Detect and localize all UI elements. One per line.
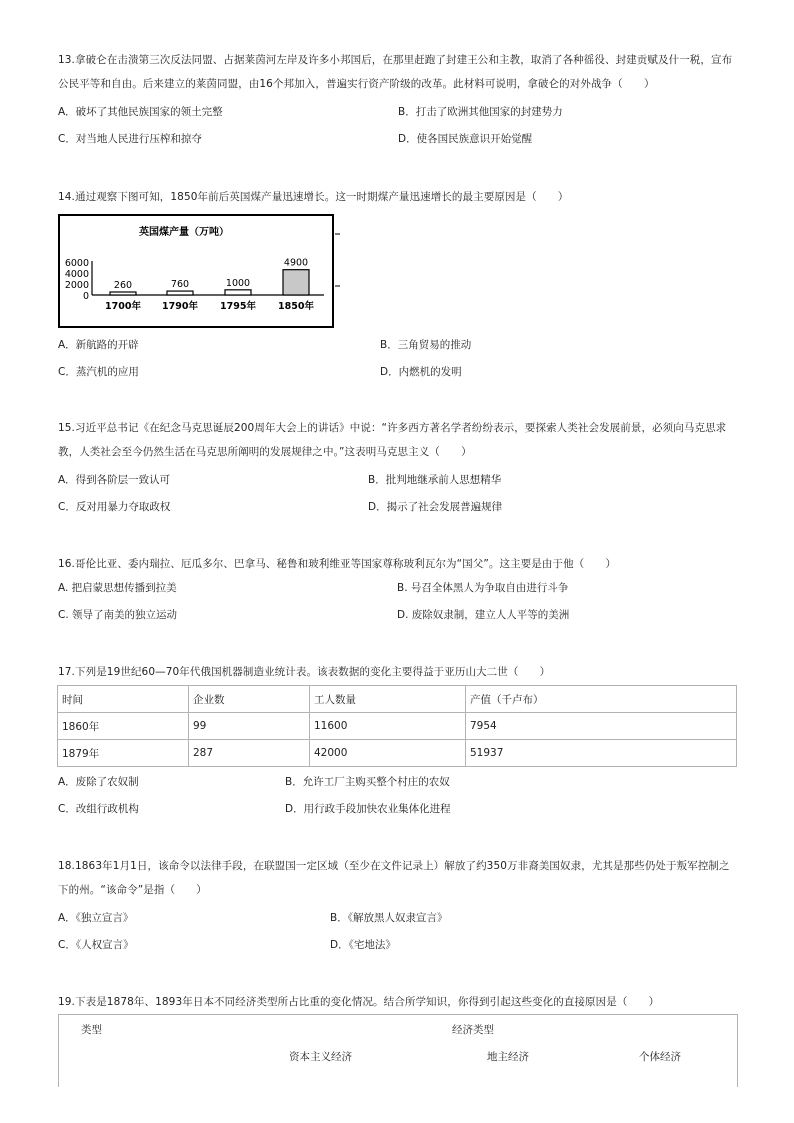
q19-col-header: 个体经济 (639, 1051, 681, 1063)
coal-chart-svg (58, 214, 340, 330)
coal-chart (58, 214, 340, 330)
q14-option-a[interactable]: A．新航路的开辟 (58, 339, 139, 351)
q17-table-row (58, 713, 737, 740)
q17-stem: 17.下列是19世纪60—70年代俄国机器制造业统计表。该表数据的变化主要得益于亚历山大二世（ ） (58, 666, 551, 678)
q17-cell: 51937 (466, 740, 737, 767)
q15-option-a[interactable]: A．得到各阶层一致认可 (58, 474, 171, 486)
q13-stem: 13.拿破仑在击溃第三次反法同盟、占据莱茵河左岸及许多小邦国后，在那里赶跑了封建王公和主教，取消了各种徭役、封建贡赋及什一税，宣布公民平等和自由。后来建立的莱茵同盟，由16个邦加入，普遍实行资产阶级的改革。此材料可说明，拿破仑的对外战争（ ） (58, 54, 733, 90)
q13-option-d[interactable]: D．使各国民族意识开始觉醒 (398, 133, 533, 145)
q17-cell: 7954 (466, 713, 737, 740)
q19-col-header: 资本主义经济 (289, 1051, 352, 1063)
q15-option-b[interactable]: B．批判地继承前人思想精华 (368, 474, 502, 486)
q14-stem: 14.通过观察下图可知，1850年前后英国煤产量迅速增长。这一时期煤产量迅速增长的最主要原因是（ ） (58, 191, 569, 203)
y-tick-label-6000: 6000 (64, 258, 89, 269)
q16-stem: 16.哥伦比亚、委内瑞拉、厄瓜多尔、巴拿马、秘鲁和玻利维亚等国家尊称玻利瓦尔为“国父”。这主要是由于他（ ） (58, 558, 617, 570)
q16-option-c[interactable]: C. 领导了南美的独立运动 (58, 609, 178, 621)
y-tick-label-0: 0 (82, 291, 89, 302)
y-tick-label-4000: 4000 (64, 269, 89, 280)
x-tick-label-1795年: 1795年 (220, 301, 256, 312)
q18-option-b[interactable]: B．《解放黑人奴隶宣言》 (330, 912, 448, 924)
q14-option-b[interactable]: B．三角贸易的推动 (380, 339, 472, 351)
q19-type-header: 类型 (81, 1024, 102, 1036)
q17-header-cell: 工人数量 (310, 686, 466, 713)
x-tick-label-1790年: 1790年 (162, 301, 198, 312)
q14-option-d[interactable]: D．内燃机的发明 (380, 366, 462, 378)
q13-option-c[interactable]: C．对当地人民进行压榨和掠夺 (58, 133, 202, 145)
q17-cell: 99 (189, 713, 310, 740)
q17-table-header-row (58, 686, 737, 713)
x-tick-label-1700年: 1700年 (105, 301, 141, 312)
q17-header-cell: 时间 (58, 686, 189, 713)
bar-1790年 (167, 291, 193, 295)
q13-option-a[interactable]: A．破坏了其他民族国家的领土完整 (58, 106, 223, 118)
bar-1700年 (110, 292, 136, 295)
q16-option-a[interactable]: A. 把启蒙思想传播到拉美 (58, 582, 177, 594)
q17-header-cell: 产值（千卢布） (466, 686, 737, 713)
data-label-1700年: 260 (113, 280, 133, 291)
q15-option-d[interactable]: D．揭示了社会发展普遍规律 (368, 501, 503, 513)
q18-option-c[interactable]: C．《人权宣言》 (58, 939, 134, 951)
q16-option-b[interactable]: B. 号召全体黑人为争取自由进行斗争 (397, 582, 569, 594)
data-label-1850年: 4900 (283, 257, 309, 269)
q19-stem: 19.下表是1878年、1893年日本不同经济类型所占比重的变化情况。结合所学知识，你得到引起这些变化的直接原因是（ ） (58, 996, 660, 1008)
x-tick-label-1850年: 1850年 (278, 301, 314, 312)
chart-title: 英国煤产量（万吨） (139, 227, 229, 238)
data-label-1795年: 1000 (225, 277, 251, 289)
q17-cell: 1860年 (58, 713, 189, 740)
q17-header-cell: 企业数 (189, 686, 310, 713)
q17-table (57, 685, 737, 767)
q18-option-a[interactable]: A．《独立宣言》 (58, 912, 134, 924)
q14-option-c[interactable]: C．蒸汽机的应用 (58, 366, 139, 378)
bar-1795年 (225, 290, 251, 295)
q17-cell: 11600 (310, 713, 466, 740)
q17-table-row (58, 740, 737, 767)
q18-stem: 18.1863年1月1日，该命令以法律手段，在联盟国一定区域（至少在文件记录上）解放了约350万非裔美国奴隶，尤其是那些仍处于叛军控制之下的州。“该命令”是指（ ） (58, 860, 730, 896)
y-tick-label-2000: 2000 (64, 280, 89, 291)
q17-cell: 287 (189, 740, 310, 767)
q17-cell: 42000 (310, 740, 466, 767)
q19-group-header: 经济类型 (452, 1024, 494, 1036)
q17-option-a[interactable]: A．废除了农奴制 (58, 776, 139, 788)
q17-option-c[interactable]: C．改组行政机构 (58, 803, 139, 815)
q15-stem: 15.习近平总书记《在纪念马克思诞辰200周年大会上的讲话》中说：“许多西方著名学者纷纷表示，要探索人类社会发展前景，必须向马克思求教，人类社会至今仍然生活在马克思所阐明的发展规律之中。”这表明马克思主义（ ） (58, 422, 727, 458)
q19-col-header: 地主经济 (487, 1051, 529, 1063)
q17-option-d[interactable]: D．用行政手段加快农业集体化进程 (285, 803, 451, 815)
q13-option-b[interactable]: B．打击了欧洲其他国家的封建势力 (398, 106, 563, 118)
bar-1850年 (283, 270, 309, 295)
q18-option-d[interactable]: D．《宅地法》 (330, 939, 396, 951)
data-label-1790年: 760 (170, 279, 190, 291)
q15-option-c[interactable]: C．反对用暴力夺取政权 (58, 501, 171, 513)
q17-cell: 1879年 (58, 740, 189, 767)
q17-option-b[interactable]: B．允许工厂主购买整个村庄的农奴 (285, 776, 450, 788)
q19-table (58, 1014, 738, 1087)
q16-option-d[interactable]: D. 废除奴隶制，建立人人平等的美洲 (397, 609, 570, 621)
